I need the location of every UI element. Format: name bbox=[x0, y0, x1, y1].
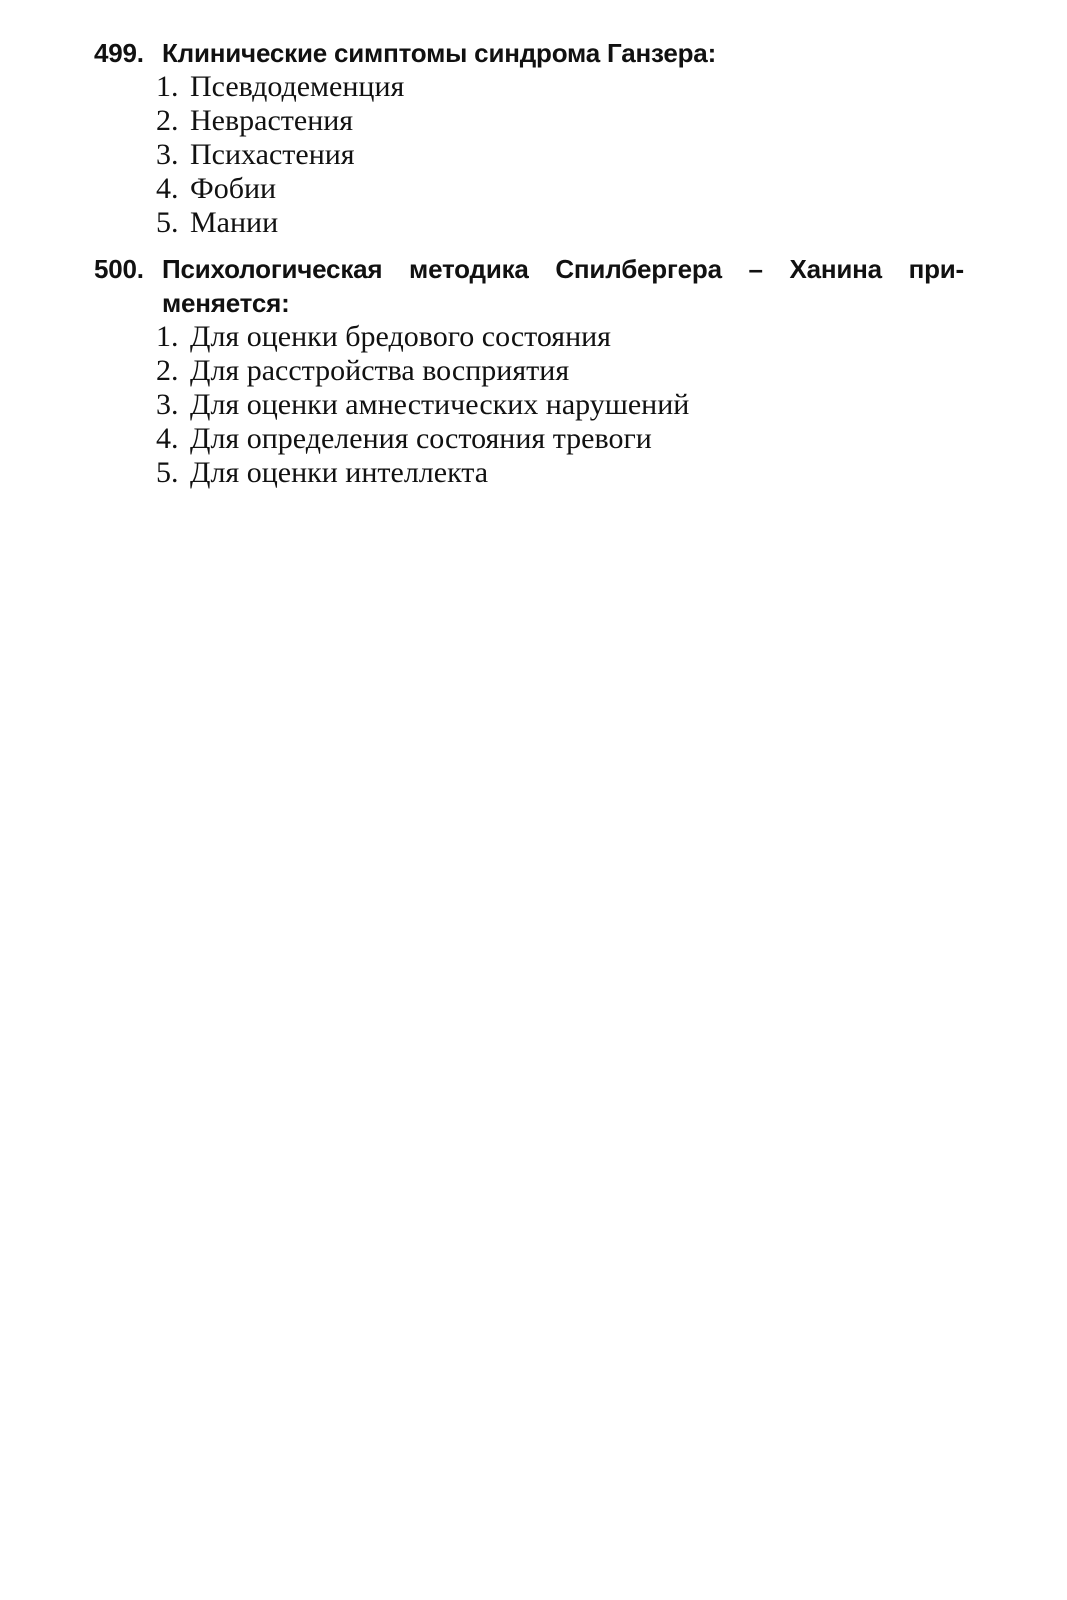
answer-number: 1. bbox=[156, 320, 179, 353]
answer-number: 5. bbox=[156, 206, 179, 239]
answer-list bbox=[94, 70, 964, 240]
answer-number: 3. bbox=[156, 138, 179, 171]
answer-item bbox=[156, 354, 964, 388]
answer-item bbox=[156, 172, 964, 206]
answer-text: Для расстройства восприятия bbox=[190, 354, 570, 387]
question-title-line: Клинические симптомы синдрома Ганзера: bbox=[162, 38, 717, 68]
answer-number: 1. bbox=[156, 70, 179, 103]
answer-text: Для оценки бредового состояния bbox=[190, 320, 611, 353]
answer-item bbox=[156, 388, 964, 422]
question-header bbox=[94, 36, 964, 70]
answer-text: Для определения состояния тревоги bbox=[190, 422, 652, 455]
answer-item bbox=[156, 104, 964, 138]
answer-item bbox=[156, 70, 964, 104]
question-title bbox=[162, 252, 964, 320]
answer-item bbox=[156, 206, 964, 240]
question-499 bbox=[94, 36, 964, 240]
question-number: 499. bbox=[94, 38, 144, 68]
question-title-line: Психологическая методика Спилбергера – Ханина при- bbox=[162, 254, 964, 284]
question-title-line: меняется: bbox=[162, 288, 290, 318]
answer-text: Псевдодеменция bbox=[190, 70, 405, 103]
answer-number: 5. bbox=[156, 456, 179, 489]
answer-text: Для оценки интеллекта bbox=[190, 456, 489, 489]
answer-text: Фобии bbox=[190, 172, 277, 205]
question-number: 500. bbox=[94, 254, 144, 284]
answer-text: Для оценки амнестических нарушений bbox=[190, 388, 690, 421]
answer-text: Психастения bbox=[190, 138, 355, 171]
question-500 bbox=[94, 252, 964, 490]
answer-item bbox=[156, 320, 964, 354]
answer-item bbox=[156, 456, 964, 490]
answer-number: 3. bbox=[156, 388, 179, 421]
answer-number: 2. bbox=[156, 104, 179, 137]
answer-item bbox=[156, 422, 964, 456]
answer-number: 4. bbox=[156, 422, 179, 455]
question-title bbox=[162, 36, 964, 70]
answer-text: Неврастения bbox=[190, 104, 354, 137]
answer-list bbox=[94, 320, 964, 490]
answer-number: 2. bbox=[156, 354, 179, 387]
answer-number: 4. bbox=[156, 172, 179, 205]
answer-item bbox=[156, 138, 964, 172]
answer-text: Мании bbox=[190, 206, 279, 239]
question-header bbox=[94, 252, 964, 320]
